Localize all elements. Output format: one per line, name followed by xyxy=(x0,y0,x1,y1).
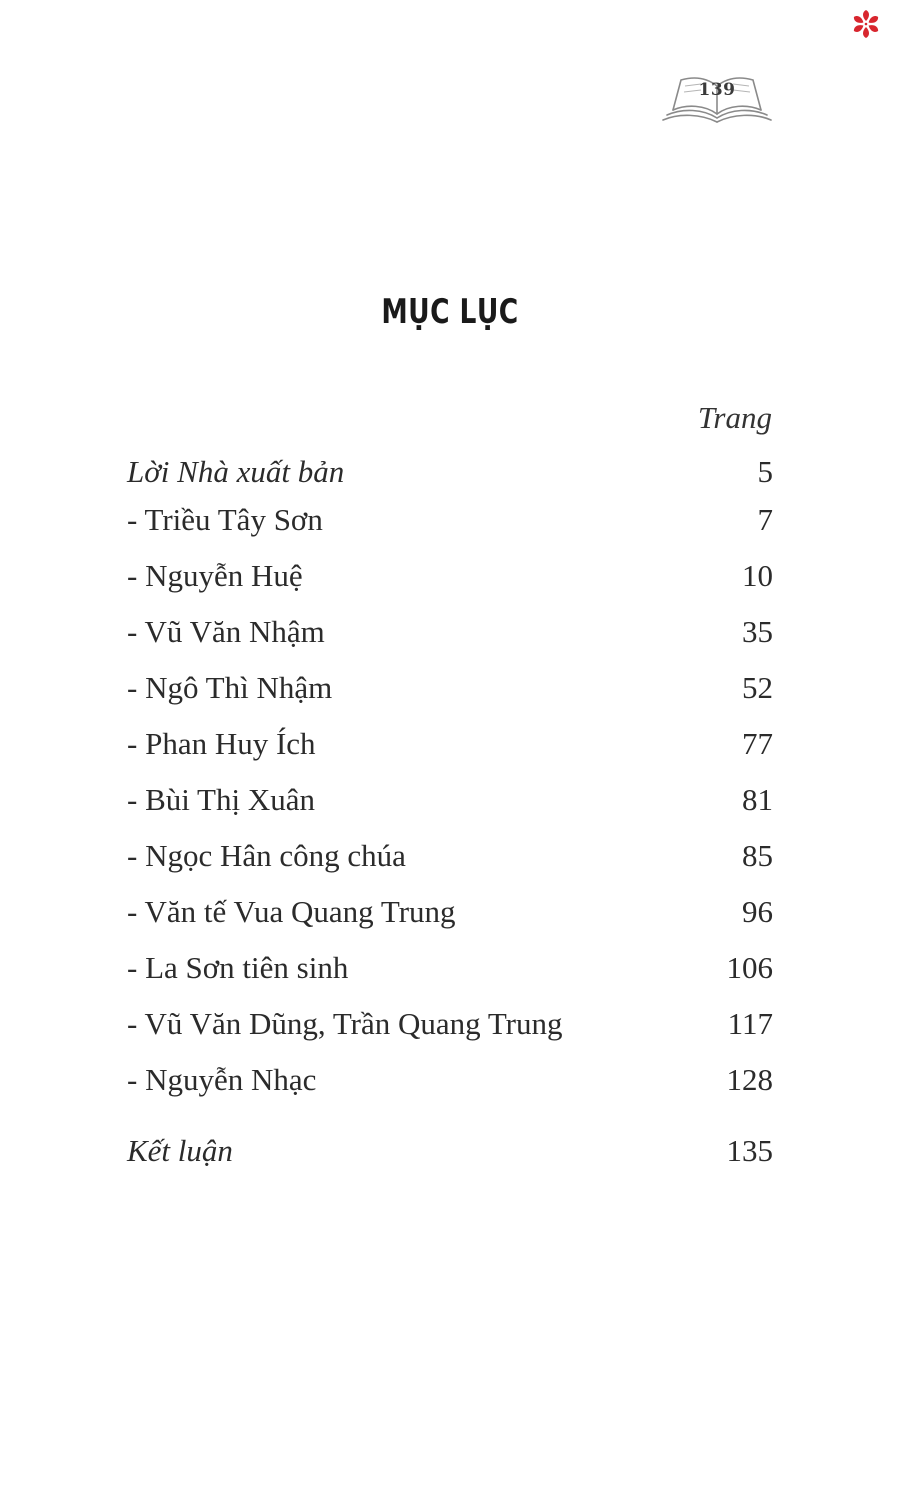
toc-entry-page: 117 xyxy=(727,1006,773,1041)
toc-entry-title: - Nguyễn Huệ xyxy=(127,558,303,593)
toc-entry-page: 7 xyxy=(757,502,773,537)
toc-entry-title: Lời Nhà xuất bản xyxy=(127,454,345,489)
toc-entry-page: 96 xyxy=(742,894,773,929)
toc-entry-title: - Triều Tây Sơn xyxy=(127,502,323,537)
toc-entry xyxy=(127,614,773,658)
toc-entry xyxy=(127,1006,773,1050)
toc-entry-page: 5 xyxy=(757,454,773,489)
toc-entry-page: 128 xyxy=(726,1062,773,1097)
toc-entry-publisher-note xyxy=(127,454,773,498)
toc-entry xyxy=(127,558,773,602)
toc-entry-page: 77 xyxy=(742,726,773,761)
toc-entry-title: - Văn tế Vua Quang Trung xyxy=(127,894,456,929)
page-number: 139 xyxy=(698,80,736,100)
toc-entry-page: 10 xyxy=(742,558,773,593)
toc-entry-page: 81 xyxy=(742,782,773,817)
toc-entry-title: - Ngọc Hân công chúa xyxy=(127,838,406,873)
toc-entry xyxy=(127,502,773,546)
toc-entry-conclusion xyxy=(127,1133,773,1177)
toc-entry-page: 135 xyxy=(726,1133,773,1168)
toc-entry-page: 52 xyxy=(742,670,773,705)
toc-entry xyxy=(127,1062,773,1106)
toc-entry xyxy=(127,950,773,994)
toc-entry xyxy=(127,894,773,938)
toc-entry-page: 106 xyxy=(726,950,773,985)
toc-entry-title: - Ngô Thì Nhậm xyxy=(127,670,333,705)
toc-entry xyxy=(127,782,773,826)
toc-entry xyxy=(127,670,773,714)
toc-entry-title: - Phan Huy Ích xyxy=(127,726,316,761)
page-column-label: Trang xyxy=(697,400,772,435)
toc-entry-title: Kết luận xyxy=(127,1133,233,1168)
toc-entry-title: - Vũ Văn Dũng, Trần Quang Trung xyxy=(127,1006,563,1041)
page-title: MỤC LỤC xyxy=(381,292,519,332)
publisher-logo-icon xyxy=(851,9,881,39)
toc-entry-title: - Nguyễn Nhạc xyxy=(127,1062,317,1097)
toc-entry-page: 35 xyxy=(742,614,773,649)
toc-entry-page: 85 xyxy=(742,838,773,873)
toc-entry-title: - Vũ Văn Nhậm xyxy=(127,614,325,649)
toc-entry xyxy=(127,838,773,882)
toc-entry-title: - Bùi Thị Xuân xyxy=(127,782,315,817)
toc-entry-title: - La Sơn tiên sinh xyxy=(127,950,349,985)
toc-entry xyxy=(127,726,773,770)
